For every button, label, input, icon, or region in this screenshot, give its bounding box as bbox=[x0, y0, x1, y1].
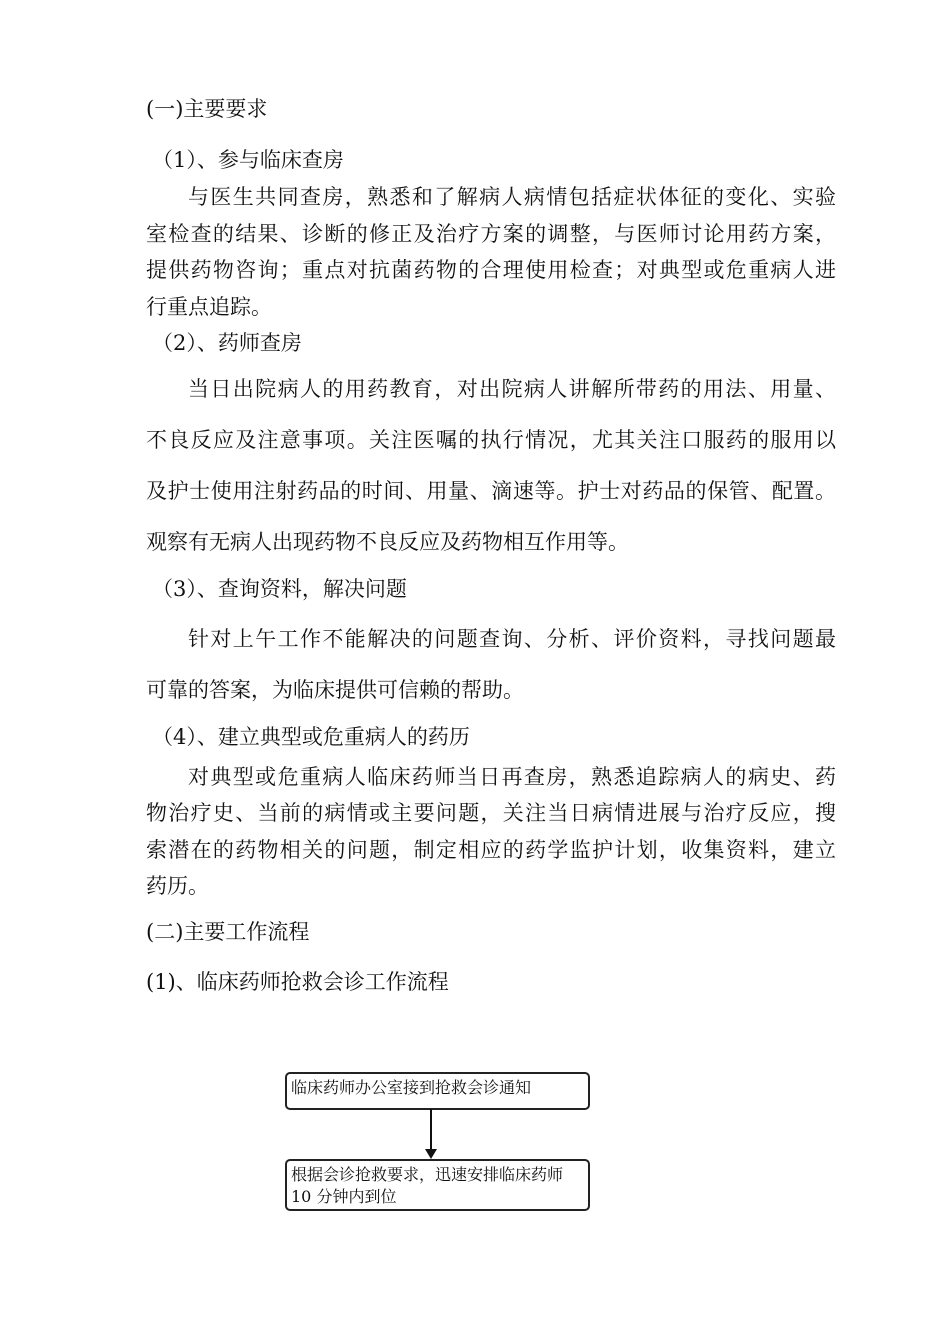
flow-arrow bbox=[430, 1109, 432, 1151]
paragraph-line: 不良反应及注意事项。关注医嘱的执行情况，尤其关注口服药的服用以 bbox=[146, 428, 836, 452]
paragraph-line: 及护士使用注射药品的时间、用量、滴速等。护士对药品的保管、配置。 bbox=[146, 479, 836, 503]
paragraph-line: 针对上午工作不能解决的问题查询、分析、评价资料，寻找问题最 bbox=[188, 627, 836, 651]
flow-step-assign-pharmacist bbox=[285, 1159, 590, 1211]
flow-arrow-head bbox=[425, 1149, 437, 1159]
section-heading-workflow: (二)主要工作流程 bbox=[146, 920, 310, 944]
flow-step-text: 10 分钟内到位 bbox=[291, 1187, 397, 1206]
paragraph-line: 室检查的结果、诊断的修正及治疗方案的调整，与医师讨论用药方案， bbox=[146, 222, 836, 246]
flow-step-text: 根据会诊抢救要求，迅速安排临床药师 bbox=[291, 1165, 564, 1184]
item-title-medication-record: （4）、建立典型或危重病人的药历 bbox=[152, 725, 470, 749]
section-heading-main-requirements: (一)主要要求 bbox=[146, 97, 268, 121]
flow-step-receive-notice bbox=[285, 1072, 590, 1110]
paragraph-line: 对典型或危重病人临床药师当日再查房，熟悉追踪病人的病史、药 bbox=[188, 765, 836, 789]
paragraph-line: 索潜在的药物相关的问题，制定相应的药学监护计划，收集资料，建立 bbox=[146, 838, 836, 862]
paragraph-line: 可靠的答案，为临床提供可信赖的帮助。 bbox=[146, 678, 524, 702]
paragraph-line: 物治疗史、当前的病情或主要问题，关注当日病情进展与治疗反应，搜 bbox=[146, 801, 836, 825]
flow-step-text: 临床药师办公室接到抢救会诊通知 bbox=[291, 1078, 532, 1097]
subheading-consultation-workflow: (1)、临床药师抢救会诊工作流程 bbox=[146, 970, 449, 994]
paragraph-line: 行重点追踪。 bbox=[146, 295, 272, 319]
item-title-pharmacist-rounds: （2）、药师查房 bbox=[152, 331, 302, 355]
paragraph-line: 与医生共同查房，熟悉和了解病人病情包括症状体征的变化、实验 bbox=[188, 185, 836, 209]
item-title-query-resources: （3）、查询资料，解决问题 bbox=[152, 577, 407, 601]
paragraph-line: 当日出院病人的用药教育，对出院病人讲解所带药的用法、用量、 bbox=[188, 377, 836, 401]
paragraph-line: 药历。 bbox=[146, 874, 209, 898]
item-title-clinical-rounds: （1）、参与临床查房 bbox=[152, 148, 344, 172]
paragraph-line: 提供药物咨询；重点对抗菌药物的合理使用检查；对典型或危重病人进 bbox=[146, 258, 836, 282]
paragraph-line: 观察有无病人出现药物不良反应及药物相互作用等。 bbox=[146, 530, 629, 554]
